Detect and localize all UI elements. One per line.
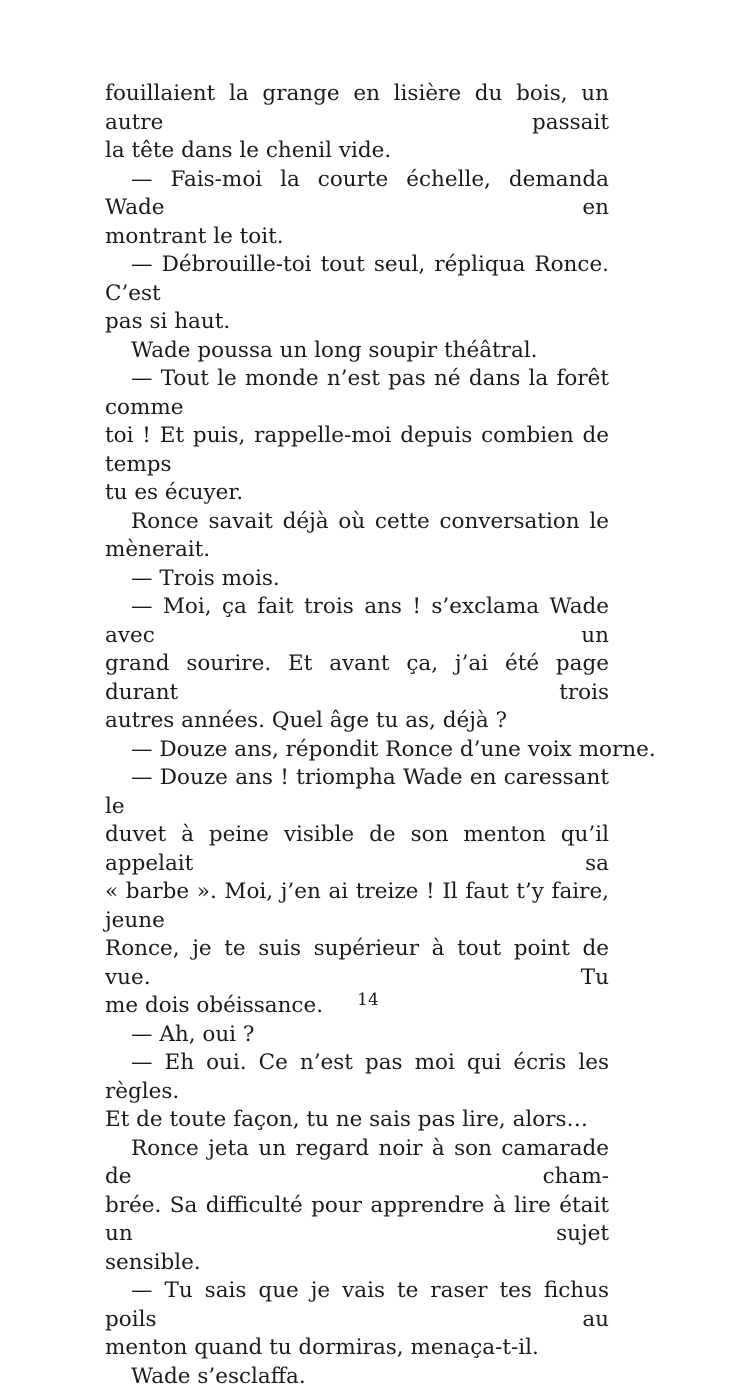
paragraph <box>105 764 609 1021</box>
text-line: Wade s’esclaffa. <box>105 1363 609 1391</box>
page-number: 14 <box>0 990 736 1010</box>
text-line: — Moi, ça fait trois ans ! s’exclama Wade avec un <box>105 593 609 650</box>
text-line: — Douze ans, répondit Ronce d’une voix morne. <box>105 736 609 765</box>
text-line: — Fais-moi la courte échelle, demanda Wade en <box>105 166 609 223</box>
text-line: — Tout le monde n’est pas né dans la forêt comme <box>105 365 609 422</box>
text-line: tu es écuyer. <box>105 479 609 508</box>
text-line: Wade poussa un long soupir théâtral. <box>105 337 609 366</box>
paragraph <box>105 1021 609 1050</box>
paragraph <box>105 593 609 736</box>
paragraph <box>105 1363 609 1391</box>
paragraph <box>105 251 609 337</box>
text-line: — Douze ans ! triompha Wade en caressant le <box>105 764 609 821</box>
text-line: « barbe ». Moi, j’en ai treize ! Il faut t’y faire, jeune <box>105 878 609 935</box>
text-line: me dois obéissance. <box>105 992 609 1021</box>
paragraph <box>105 1135 609 1278</box>
paragraph <box>105 365 609 508</box>
text-line: mènerait. <box>105 536 609 565</box>
text-line: Ronce, je te suis supérieur à tout point de vue. Tu <box>105 935 609 992</box>
text-line: grand sourire. Et avant ça, j’ai été page durant trois <box>105 650 609 707</box>
paragraph <box>105 166 609 252</box>
paragraph <box>105 80 609 166</box>
text-line: autres années. Quel âge tu as, déjà ? <box>105 707 609 736</box>
text-line: fouillaient la grange en lisière du bois, un autre passait <box>105 80 609 137</box>
text-line: Ronce jeta un regard noir à son camarade de cham- <box>105 1135 609 1192</box>
paragraph <box>105 508 609 565</box>
page-body-text <box>105 80 609 1391</box>
text-line: Et de toute façon, tu ne sais pas lire, alors… <box>105 1106 609 1135</box>
paragraph <box>105 337 609 366</box>
text-line: menton quand tu dormiras, menaça-t-il. <box>105 1334 609 1363</box>
text-line: duvet à peine visible de son menton qu’il appelait sa <box>105 821 609 878</box>
paragraph <box>105 1049 609 1135</box>
paragraph <box>105 565 609 594</box>
text-line: brée. Sa difficulté pour apprendre à lire était un sujet <box>105 1192 609 1249</box>
text-line: — Trois mois. <box>105 565 609 594</box>
text-line: montrant le toit. <box>105 223 609 252</box>
text-line: toi ! Et puis, rappelle-moi depuis combien de temps <box>105 422 609 479</box>
text-line: la tête dans le chenil vide. <box>105 137 609 166</box>
text-line: sensible. <box>105 1249 609 1278</box>
text-line: Ronce savait déjà où cette conversation le <box>105 508 609 537</box>
paragraph <box>105 736 609 765</box>
text-line: — Ah, oui ? <box>105 1021 609 1050</box>
paragraph <box>105 1277 609 1363</box>
text-line: — Tu sais que je vais te raser tes fichus poils au <box>105 1277 609 1334</box>
text-line: pas si haut. <box>105 308 609 337</box>
text-line: — Débrouille-toi tout seul, répliqua Ronce. C’est <box>105 251 609 308</box>
text-line: — Eh oui. Ce n’est pas moi qui écris les règles. <box>105 1049 609 1106</box>
